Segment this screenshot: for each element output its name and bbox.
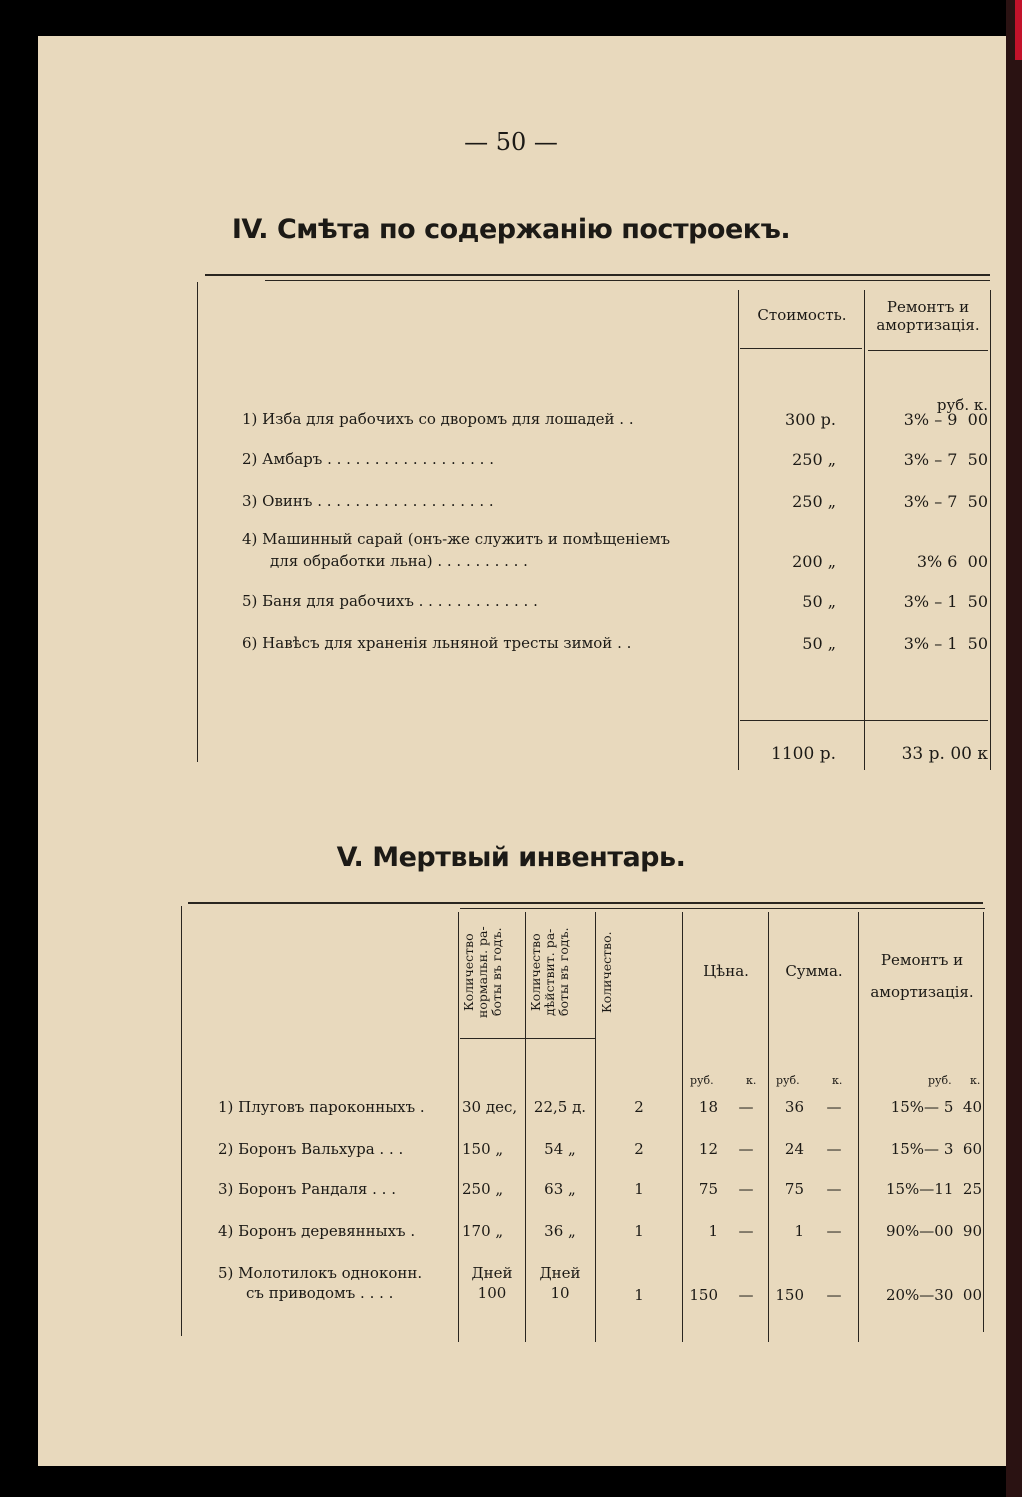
row-cost: 250 „ bbox=[792, 450, 836, 469]
sum-rub-unit: руб. bbox=[776, 1074, 800, 1087]
sum-kop: — bbox=[826, 1098, 842, 1116]
repair-value: 90%—00 90 bbox=[885, 1222, 982, 1240]
table-4-left-rule bbox=[197, 282, 198, 762]
row-repair: 3% – 9 00 bbox=[903, 410, 988, 429]
unit-label: руб. к. bbox=[936, 396, 988, 414]
price-rub: 150 bbox=[689, 1286, 718, 1304]
repair-value: 15%— 3 60 bbox=[890, 1140, 982, 1158]
row-repair: 3% – 1 50 bbox=[903, 592, 988, 611]
col-header-repair-5: Ремонтъ и амортизація. bbox=[870, 951, 974, 1001]
table-5-top-rule bbox=[188, 902, 983, 904]
quantity-value: 1 bbox=[634, 1222, 644, 1240]
row-cost: 200 „ bbox=[792, 552, 836, 571]
actual-unit: Дней bbox=[539, 1264, 581, 1282]
table-4-right-rule bbox=[990, 290, 991, 770]
inventory-label: 3) Боронъ Рандаля . . . bbox=[218, 1180, 396, 1198]
price-rub: 12 bbox=[698, 1140, 718, 1158]
price-kop: — bbox=[738, 1286, 754, 1304]
sum-rub: 150 bbox=[775, 1286, 804, 1304]
table-row-label: 1) Изба для рабочихъ со дворомъ для лошадей . . bbox=[242, 410, 634, 428]
inventory-label-cont: съ приводомъ . . . . bbox=[246, 1284, 394, 1302]
actual-value: 54 „ bbox=[544, 1140, 576, 1158]
actual-value: 63 „ bbox=[544, 1180, 576, 1198]
table-5-col-rule-3 bbox=[595, 912, 596, 1342]
row-repair: 3% 6 00 bbox=[916, 552, 988, 571]
repair-value: 15%— 5 40 bbox=[890, 1098, 982, 1116]
total-repair: 33 р. 00 к bbox=[901, 744, 988, 764]
table-row-label: 3) Овинъ . . . . . . . . . . . . . . . . . . . bbox=[242, 492, 494, 510]
section-4-title: IV. Смѣта по содержанію построекъ. bbox=[231, 214, 791, 245]
inventory-label: 4) Боронъ деревянныхъ . bbox=[218, 1222, 416, 1240]
repair-value: 15%—11 25 bbox=[885, 1180, 982, 1198]
table-row-label: 6) Навѣсъ для храненія льняной тресты зимой . . bbox=[242, 634, 632, 652]
price-rub: 1 bbox=[708, 1222, 718, 1240]
row-repair: 3% – 7 50 bbox=[903, 492, 988, 511]
section-5-title: V. Мертвый инвентарь. bbox=[336, 842, 686, 873]
norm-value: 150 „ bbox=[462, 1140, 504, 1158]
repair-k-unit: к. bbox=[970, 1074, 981, 1087]
sum-rub: 24 bbox=[784, 1140, 804, 1158]
col-header-price: Цѣна. bbox=[703, 962, 749, 980]
table-4-total-rule bbox=[740, 720, 988, 721]
page-number: — 50 — bbox=[464, 128, 558, 156]
col-header-sum: Сумма. bbox=[785, 962, 843, 980]
sum-kop: — bbox=[826, 1286, 842, 1304]
total-cost: 1100 р. bbox=[771, 744, 836, 764]
price-rub: 75 bbox=[698, 1180, 718, 1198]
row-cost: 50 „ bbox=[802, 592, 836, 611]
quantity-value: 2 bbox=[634, 1140, 644, 1158]
actual-value: 10 bbox=[550, 1284, 570, 1302]
col-header-cost: Стоимость. bbox=[757, 306, 847, 324]
sum-rub: 1 bbox=[794, 1222, 804, 1240]
quantity-value: 1 bbox=[634, 1286, 644, 1304]
row-cost: 300 р. bbox=[785, 410, 836, 429]
table-5-col-rule-1 bbox=[458, 912, 459, 1342]
table-5-top-rule-2 bbox=[460, 908, 985, 909]
table-5-right-rule bbox=[983, 912, 984, 1332]
price-kop: — bbox=[738, 1180, 754, 1198]
price-rub-unit: руб. bbox=[690, 1074, 714, 1087]
table-5-col-rule-2 bbox=[525, 912, 526, 1342]
norm-unit: Дней bbox=[471, 1264, 513, 1282]
sum-k-unit: к. bbox=[832, 1074, 843, 1087]
norm-value: 30 дес, bbox=[462, 1098, 518, 1116]
table-4-top-rule bbox=[205, 274, 990, 276]
norm-value: 170 „ bbox=[462, 1222, 504, 1240]
actual-value: 36 „ bbox=[544, 1222, 576, 1240]
sum-kop: — bbox=[826, 1140, 842, 1158]
table-5-col-rule-5 bbox=[768, 912, 769, 1342]
sum-rub: 36 bbox=[784, 1098, 804, 1116]
quantity-value: 1 bbox=[634, 1180, 644, 1198]
price-kop: — bbox=[738, 1140, 754, 1158]
row-repair: 3% – 7 50 bbox=[903, 450, 988, 469]
price-kop: — bbox=[738, 1222, 754, 1240]
col-header-actual-work: Количество дѣйствит. ра- боты въ годъ. bbox=[528, 927, 571, 1017]
table-row-label-cont: для обработки льна) . . . . . . . . . . bbox=[270, 552, 528, 570]
book-page bbox=[38, 36, 1006, 1466]
table-row-label: 5) Баня для рабочихъ . . . . . . . . . . . . . bbox=[242, 592, 538, 610]
sum-rub: 75 bbox=[784, 1180, 804, 1198]
sum-kop: — bbox=[826, 1222, 842, 1240]
table-5-col-rule-4 bbox=[682, 912, 683, 1342]
table-4-col-rule-2 bbox=[864, 290, 865, 770]
table-row-label: 2) Амбаръ . . . . . . . . . . . . . . . . . . bbox=[242, 450, 494, 468]
table-5-col-rule-6 bbox=[858, 912, 859, 1342]
repair-rub-unit: руб. bbox=[928, 1074, 952, 1087]
col-header-repair: Ремонтъ и амортизація. bbox=[876, 298, 980, 334]
inventory-label: 2) Боронъ Вальхура . . . bbox=[218, 1140, 404, 1158]
row-cost: 50 „ bbox=[802, 634, 836, 653]
table-4-head-rule bbox=[740, 348, 862, 349]
table-4-head-rule-2 bbox=[868, 350, 988, 351]
row-repair: 3% – 1 50 bbox=[903, 634, 988, 653]
col-header-norm-work: Количество нормальн. ра- боты въ годъ. bbox=[461, 926, 504, 1018]
sum-kop: — bbox=[826, 1180, 842, 1198]
table-4-col-rule-1 bbox=[738, 290, 739, 770]
norm-value: 100 bbox=[477, 1284, 507, 1302]
row-cost: 250 „ bbox=[792, 492, 836, 511]
table-row-label: 4) Машинный сарай (онъ-же служитъ и помѣщеніемъ bbox=[242, 530, 671, 548]
table-4-top-rule-2 bbox=[265, 280, 990, 281]
quantity-value: 2 bbox=[634, 1098, 644, 1116]
price-k-unit: к. bbox=[746, 1074, 757, 1087]
inventory-label: 1) Плуговъ пароконныхъ . bbox=[218, 1098, 425, 1116]
actual-value: 22,5 д. bbox=[533, 1098, 587, 1116]
table-5-left-rule bbox=[181, 906, 182, 1336]
price-kop: — bbox=[738, 1098, 754, 1116]
price-rub: 18 bbox=[698, 1098, 718, 1116]
repair-value: 20%—30 00 bbox=[885, 1286, 982, 1304]
inventory-label: 5) Молотилокъ одноконн. bbox=[218, 1264, 423, 1282]
table-5-head-rule bbox=[460, 1038, 595, 1039]
norm-value: 250 „ bbox=[462, 1180, 504, 1198]
col-header-quantity: Количество. bbox=[599, 931, 614, 1013]
